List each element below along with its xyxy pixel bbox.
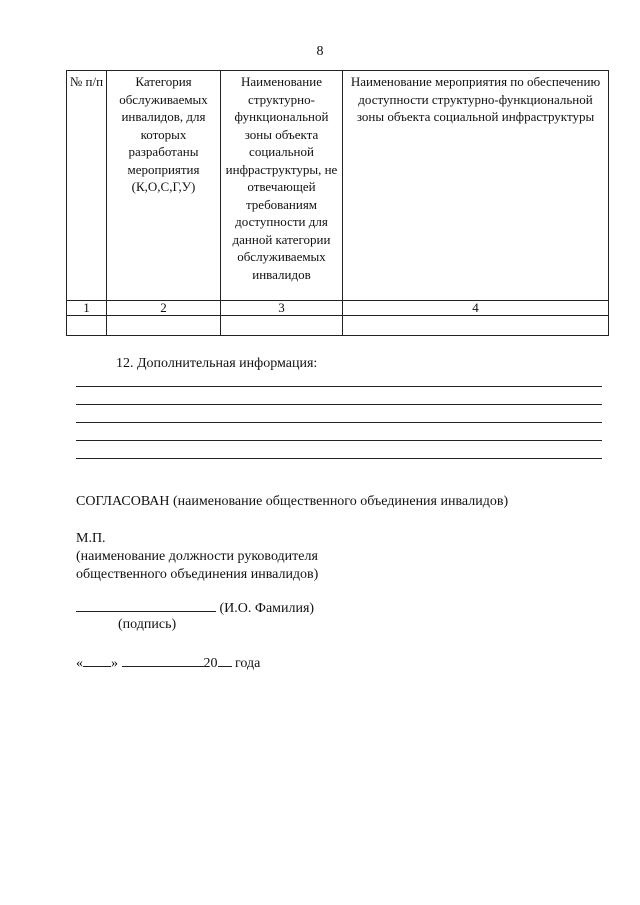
info-line[interactable] [76,440,602,441]
position-label-line1: (наименование должности руководителя [76,549,318,564]
stamp-label: М.П. [76,531,106,546]
position-label-line2: общественного объединения инвалидов) [76,567,319,582]
header-number: № п/п [67,71,107,301]
additional-info-heading: 12. Дополнительная информация: [116,356,318,371]
signature-row [76,598,314,617]
table-cell: 1 [67,301,107,316]
table-cell[interactable] [67,316,107,336]
date-row [76,653,260,672]
date-open-quote: « [76,656,83,671]
signature-blank[interactable] [76,598,216,612]
table-cell: 4 [343,301,609,316]
table-number-row [67,301,609,316]
date-century: 20 [203,656,218,671]
page-number: 8 [316,44,324,59]
date-suffix: года [235,656,261,671]
header-category: Категория обслуживаемых инвалидов, для которых разработаны мероприятия (К,О,С,Г,У) [107,71,221,301]
activities-table [66,70,609,336]
date-close-quote: » [111,656,118,671]
header-measure: Наименование мероприятия по обеспечению доступности структурно-функциональной зоны объекта социальной инфраструктуры [343,71,609,301]
info-line[interactable] [76,386,602,387]
table-cell[interactable] [343,316,609,336]
table-cell: 2 [107,301,221,316]
table-row [67,316,609,336]
table-cell: 3 [221,301,343,316]
date-month-blank[interactable] [122,653,204,667]
name-label: (И.О. Фамилия) [219,601,315,616]
date-year-blank[interactable] [218,653,232,667]
table-header-row [67,71,609,301]
info-line[interactable] [76,422,602,423]
table-cell[interactable] [107,316,221,336]
signature-label: (подпись) [118,617,177,632]
date-day-blank[interactable] [83,653,111,667]
table-cell[interactable] [221,316,343,336]
info-line[interactable] [76,404,602,405]
agreed-label: СОГЛАСОВАН (наименование общественного объединения инвалидов) [76,494,509,509]
header-zone: Наименование структурно-функциональной зоны объекта социальной инфраструктуры, не отвечающей требованиям доступности для данной категории обслуживаемых инвалидов [221,71,343,301]
info-line[interactable] [76,458,602,459]
